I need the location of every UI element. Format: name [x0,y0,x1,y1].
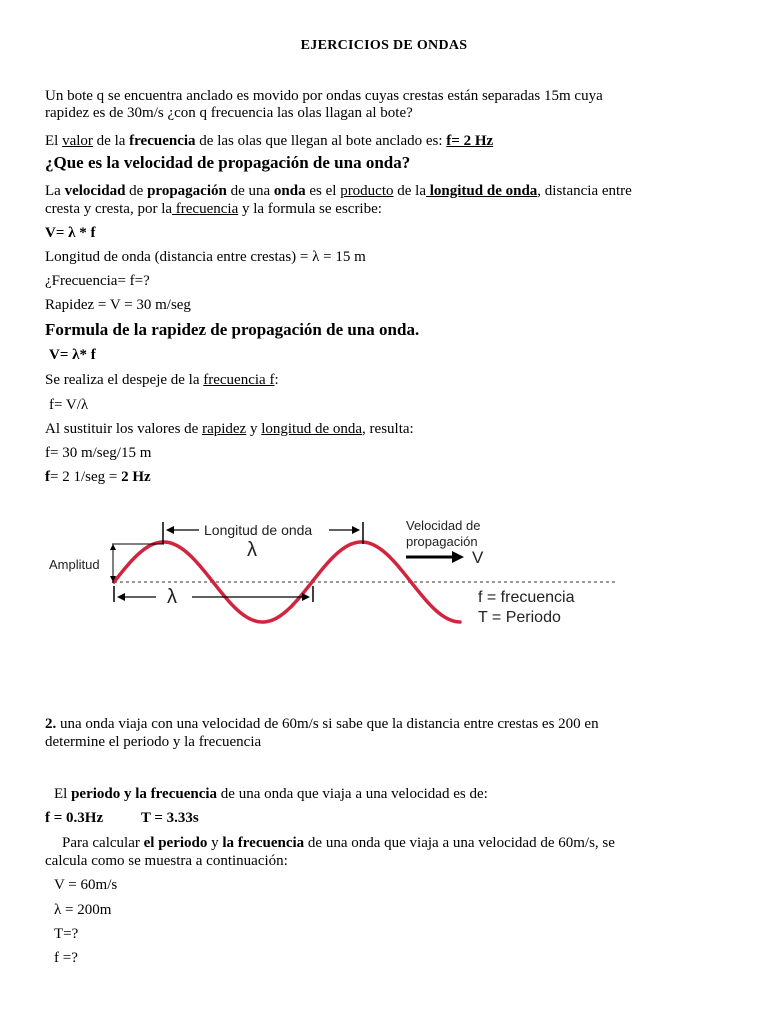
formula-1: V= λ * f [45,225,96,241]
answer1-result: f= 2 Hz [446,133,494,149]
problem1-line2: rapidez es de 30m/s ¿con q frecuencia las olas llagan al bote? [45,105,413,121]
given-frequency: ¿Frecuencia= f=? [45,273,150,289]
velocity-v: V [472,548,484,567]
amplitude-label: Amplitud [49,557,100,572]
problem1-line1: Un bote q se encuentra anclado es movido por ondas cuyas crestas están separadas 15m cuya [45,88,603,104]
result-frequency: f = 0.3Hz [45,810,104,826]
results2 [45,809,199,827]
heading-formula-rapidez: Formula de la rapidez de propagación de una onda. [45,320,420,339]
given2-v: V = 60m/s [54,877,118,893]
velocity-label-2: propagación [406,534,478,549]
lambda-top: λ [247,539,257,561]
document-title: EJERCICIOS DE ONDAS [300,38,468,53]
wavelength-label: Longitud de onda [204,522,313,538]
problem2-line2: determine el periodo y la frecuencia [45,734,262,750]
formula-2: V= λ* f [49,347,96,363]
frequency-legend: f = frecuencia [478,589,575,606]
given2-f: f =? [54,950,78,966]
period-legend: T = Periodo [478,609,561,626]
sustituir-text: Al sustituir los valores de rapidez y longitud de onda, resulta: [45,421,414,437]
calc-2: f= 2 1/seg = 2 Hz [45,469,151,485]
given-lambda: Longitud de onda (distancia entre crestas) = λ = 15 m [45,249,366,265]
wave-diagram [44,512,634,637]
result-period: T = 3.33s [140,810,199,826]
definition-line2: cresta y cresta, por la frecuencia y la formula se escribe: [45,201,382,217]
given2-t: T=? [54,926,79,942]
definition-line1: La velocidad de propagación de una onda es el producto de la longitud de onda, distancia entre [45,183,632,199]
valor-link: valor [62,133,93,149]
answer1: El valor de la frecuencia de las olas que llegan al bote anclado es: f= 2 Hz [45,133,494,149]
formula-3: f= V/λ [49,397,89,413]
answer2: El periodo y la frecuencia de una onda que viaja a una velocidad es de: [54,786,488,802]
explain-line2: calcula como se muestra a continuación: [45,853,288,869]
velocity-label-1: Velocidad de [406,518,481,533]
given2-lambda: λ = 200m [54,902,112,918]
explain-line1: Para calcular el periodo y la frecuencia de una onda que viaja a una velocidad de 60m/s, se [62,835,615,851]
despeje-text: Se realiza el despeje de la frecuencia f: [45,372,279,388]
heading-velocidad-propagacion: ¿Que es la velocidad de propagación de una onda? [45,153,411,172]
given-speed: Rapidez = V = 30 m/seg [45,297,191,313]
lambda-bottom: λ [167,586,177,608]
calc-1: f= 30 m/seg/15 m [45,445,152,461]
problem2-line1: 2. una onda viaja con una velocidad de 60m/s si sabe que la distancia entre crestas es 200 en [45,716,599,732]
